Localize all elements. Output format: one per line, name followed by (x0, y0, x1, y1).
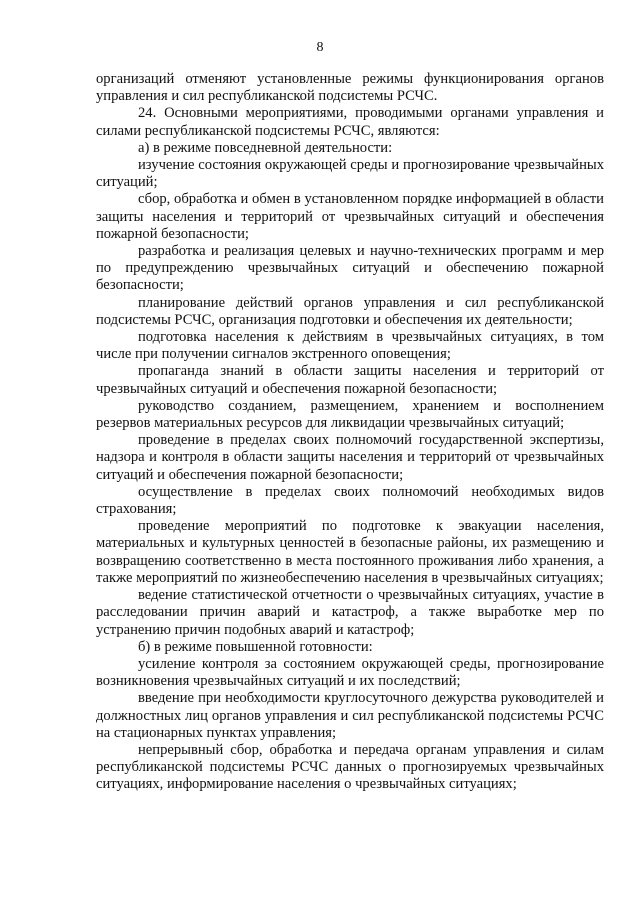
paragraph: изучение состояния окружающей среды и прогнозирование чрезвычайных ситуаций; (96, 157, 604, 191)
paragraph: разработка и реализация целевых и научно-технических программ и мер по предупреждению чрезвычайных ситуаций и обеспечению пожарной безопасности; (96, 243, 604, 294)
paragraph: пропаганда знаний в области защиты населения и территорий от чрезвычайных ситуаций и обеспечения пожарной безопасности; (96, 363, 604, 397)
paragraph: подготовка населения к действиям в чрезвычайных ситуациях, в том числе при получении сигналов экстренного оповещения; (96, 329, 604, 363)
paragraph: сбор, обработка и обмен в установленном порядке информацией в области защиты населения и территорий от чрезвычайных ситуаций и обеспечения пожарной безопасности; (96, 191, 604, 242)
paragraph: б) в режиме повышенной готовности: (138, 638, 373, 655)
paragraph: осуществление в пределах своих полномочий необходимых видов страхования; (96, 483, 604, 518)
paragraph: руководство созданием, размещением, хранением и восполнением резервов материальных ресурсов для ликвидации чрезвычайных ситуаций; (96, 397, 604, 432)
paragraph: проведение мероприятий по подготовке к эвакуации населения, материальных и культурных ценностей в безопасные районы, их размещению и возвращению соответственно в места постоянного проживания либо хранения, а также мероприятий по жизнеобеспечению населения в чрезвычайных ситуациях; (96, 518, 604, 586)
paragraph: 24. Основными мероприятиями, проводимыми органами управления и силами республиканской подсистемы РСЧС, являются: (96, 105, 604, 139)
paragraph: усиление контроля за состоянием окружающей среды, прогнозирование возникновения чрезвычайных ситуаций и их последствий; (96, 655, 604, 690)
page-number: 8 (316, 40, 324, 55)
paragraph: проведение в пределах своих полномочий государственной экспертизы, надзора и контроля в области защиты населения и территорий от чрезвычайных ситуаций и обеспечения пожарной безопасности; (96, 432, 604, 483)
document-body (96, 71, 604, 794)
paragraph: планирование действий органов управления и сил республиканской подсистемы РСЧС, организация подготовки и обеспечения их деятельности; (96, 294, 604, 328)
paragraph: введение при необходимости круглосуточного дежурства руководителей и должностных лиц органов управления и сил республиканской подсистемы РСЧС на стационарных пунктах управления; (96, 690, 604, 741)
paragraph: а) в режиме повседневной деятельности: (138, 139, 393, 156)
paragraph: ведение статистической отчетности о чрезвычайных ситуациях, участие в расследовании причин аварий и катастроф, а также выработке мер по устранению причин подобных аварий и катастроф; (96, 587, 604, 638)
paragraph: непрерывный сбор, обработка и передача органам управления и силам республиканской подсистемы РСЧС данных о прогнозируемых чрезвычайных ситуациях, информирование населения о чрезвычайных ситуациях; (96, 741, 604, 793)
paragraph: организаций отменяют установленные режимы функционирования органов управления и сил республиканской подсистемы РСЧС. (96, 71, 604, 105)
